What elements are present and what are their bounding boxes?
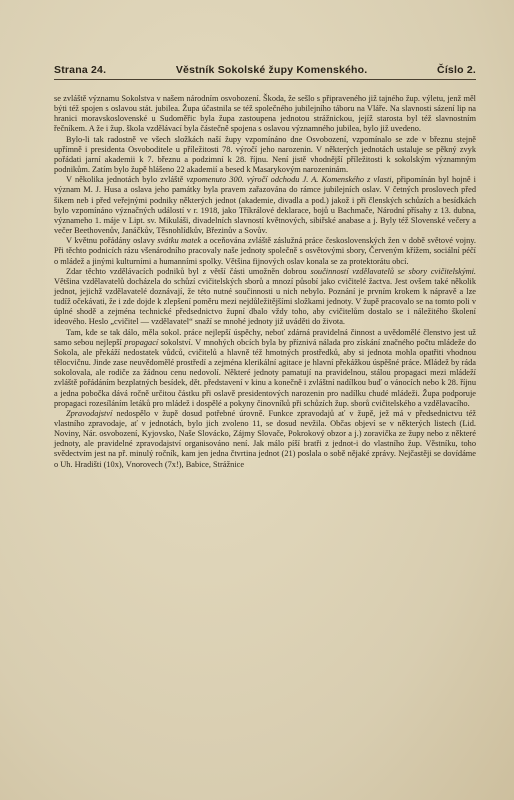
page-number: Strana 24.	[54, 64, 107, 76]
paragraph-text: V několika jednotách bylo zvláště	[66, 175, 187, 185]
paragraph-text: Zdar těchto vzdělávacích podniků byl z větší části umožněn dobrou	[66, 266, 311, 276]
paragraph-emphasis: vzpomenuto 300. výročí odchodu J. A. Komenského z vlasti,	[186, 175, 394, 185]
paragraph-text: nedospělo v župě dosud potřebné úrovně. Funkce zpravodajů ať v župě, jež má v předsednictvu též vlastního zpravodaje, ať v jednotách, bylo jich zvoleno 11, se dosud nevžila. Občas objeví se v některých listech (Lid. Noviny, Nár. osvobození, Kyjovsko, Naše Slovácko, Zájmy Slovače, Pokrokový obzor a j.) zoravička ze župy nebo z některé jednoty, ale pravidelné zpravodajství organisováno není. Jak málo píší bratři z jednot-i do vlastního žup. Věstníku, toho svědectvím jest na př. minulý ročník, kam jen jedna čtvrtina jednot (21) poslala o sobě nějaké zprávy. Nejčastěji se dovídáme o Uh. Hradišti (10x), Vnorovech (7x!), Babice, Strážnice	[54, 408, 476, 469]
paragraph-emphasis: Zpravodajství	[66, 408, 113, 418]
paragraph-6	[54, 328, 476, 409]
article-body	[54, 94, 476, 470]
paragraph-7	[54, 409, 476, 470]
paragraph-text: Bylo-li tak radostně ve všech složkách naší župy vzpomínáno dne Osvobození, vzpomínalo se zde v březnu stejně upřímně i presidenta Osvoboditele u příležitosti 78. výročí jeho narozenin. V některých jednotách ustaluje se pěkný zvyk pořádati jarní akademii k 7. březnu a podzimní k 28. říjnu. Není jistě vhodnější příležitosti k sokolským významným podnikům. Zatím bylo župě hlášeno 22 akademií a besed k Masarykovým narozeninám.	[54, 134, 476, 175]
paragraph-5	[54, 267, 476, 328]
journal-title: Věstník Sokolské župy Komenského.	[175, 64, 368, 76]
paragraph-2	[54, 135, 476, 176]
paragraph-text: Většina vzdělavatelů docházela do schůzí cvičitelských sborů a mnozí působí jako cvičitelé žactva. Jest ovšem také několik jednot, jejichž vzdělavatelé doznávají, že této nutné součinnosti u nich nebylo. Poznání je prvním krokem k nápravě a lze tudíž očekávati, že i zde dojde k zlepšení poměru mezi nejdůležitějšími složkami jednoty. V župě pracovalo se na tomto poli v úplné shodě a zejména technické předsednictvo župní dbalo vždy toho, aby cvičitelům dostalo se i náležitého školení ideového. Heslo „cvičitel — vzdělavatel“ snaží se mnohé jednoty již uváděti do života.	[54, 276, 476, 327]
paragraph-emphasis: propagací	[124, 337, 159, 347]
paragraph-4	[54, 236, 476, 266]
paragraph-text: a oceňována zvláště záslužná práce československých žen v době světové vojny. Při těchto podnicích rázu všenárodního pracovaly naše jednoty společně s osvětovými sbory, Červeným křížem, sociální péčí o mládež a jinými kulturními a humanními spolky. Většina fijnových oslav konala se za protektorátu obcí.	[54, 236, 477, 266]
paragraph-text: se zvláště významu Sokolstva v našem národním osvobození. Škoda, že sešlo s připraveného již tajného žup. výletu, jenž měl býti též spojen s oslavou stát. jubilea. Župa účastnila se též společného jubilejního táboru na Vláře. Na slavnosti sázení lip na hranici moravskoslovenské u Sudoměřic byla župa zastoupena jednotou strážnickou, jejíž starosta byl též slavnostním řečníkem. A že i žup. škola vzdělávací byla částečně spojena s oslavou významného jubilea, bylo již uvedeno.	[54, 94, 476, 134]
issue-number: Číslo 2.	[437, 64, 476, 76]
paragraph-text: připomínán byl hojně i význam M. J. Husa a oslava jeho památky byla pravem zařazována do rámce jubilejních oslav. V četných proslovech před šikem neb i před veřejnými podniky některých jednot (akademie, divadla a pod.) jakož i při členských schůzích a besídkách bylo vzpomínáno význačných událostí v r. 1918, jako Tříkrálové deklarace, bojů u Bachmače, Národní přísahy z 13. dubna, význameho 1. máje v Lipt. sv. Mikuláši, divadelních slavností květnových, sibiřské anabase a j. Byly též Slovenské večery a večer Beethovenův, Janáčkův, Těsnohlídkův, Březinův a Sovův.	[54, 175, 476, 236]
paragraph-text: Tam, kde se tak dálo, měla sokol. práce nejlepší úspěchy, neboť zdárná pravidelná činnost a uvědomělé členstvo jest už samo sebou nejlepší	[54, 327, 476, 347]
paragraph-emphasis: svátku matek	[157, 236, 202, 246]
paragraph-emphasis: součinností vzdělavatelů se sbory cvičitelskými.	[310, 266, 477, 276]
paragraph-text: V květnu pořádány oslavy	[66, 236, 158, 246]
paragraph-3	[54, 175, 476, 236]
paragraph-text: sokolství. V mnohých obcích byla by příznivá nálada pro získání značného počtu mládeže do Sokola, ale překáží nedostatek vůdců, cvičitelů a hlavně též hmotných prostředků, aby si jednota mohla opatřiti vhodnou tělocvičnu. Jinde zase neuvědomělé prostředí a zejména klerikální agitace je hlavní překážkou úspěšné práce. Mládež by ráda sokolovala, ale rodiče za žádnou cenu nedovolí. Některé jednoty pamatují na pravidelnou, stálou propagaci mezi mládeží zvláště pořádáním bezplatných besídek, dět. představení v kinu a konečně i zvláštní nadílkou buď o vánocích nebo k 28. říjnu a jedna pobočka dává ročně určitou částku při oslavě presidentových narozenin pro nadílku chudé mládeži. Župa podporuje propagaci rozesíláním letáků pro mládež i dospělé a pokyny činovníků při schůzích žup. sborů cvičitelského a vzdělavacího.	[54, 337, 476, 408]
running-header	[54, 64, 476, 80]
paragraph-1	[54, 94, 476, 135]
